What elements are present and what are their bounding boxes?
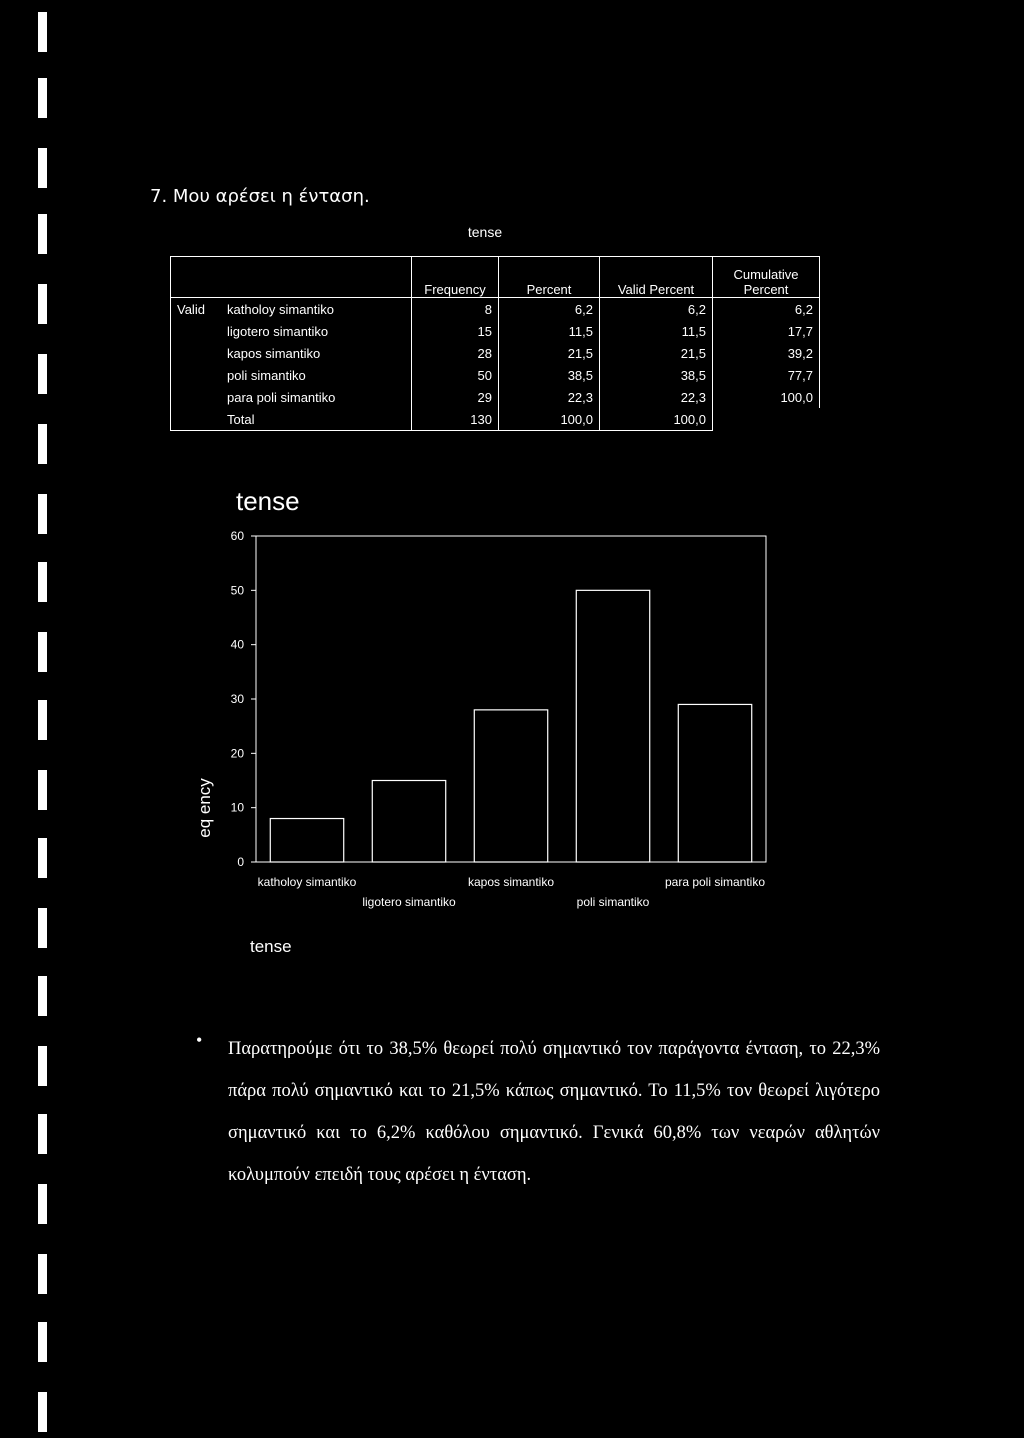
bar: [372, 781, 445, 863]
col-percent: Percent: [499, 257, 600, 298]
col-valid-percent: Valid Percent: [600, 257, 713, 298]
table-total-row: Total 130 100,0 100,0: [171, 408, 820, 431]
y-tick-label: 10: [230, 800, 244, 815]
x-tick-label: ligotero simantiko: [362, 895, 456, 909]
col-cumulative: Cumulative Percent: [713, 257, 820, 298]
table-row: Valid katholoy simantiko 8 6,2 6,2 6,2: [171, 298, 820, 321]
margin-mark: [38, 1184, 47, 1224]
table-title: tense: [467, 224, 503, 240]
table-row: poli simantiko 50 38,5 38,5 77,7: [171, 364, 820, 386]
table-row: ligotero simantiko 15 11,5 11,5 17,7: [171, 320, 820, 342]
margin-mark: [38, 1392, 47, 1432]
bar: [474, 710, 547, 862]
y-tick-label: 60: [230, 529, 244, 543]
x-tick-label: para poli simantiko: [664, 875, 766, 889]
x-axis-label: tense: [250, 937, 292, 956]
y-tick-label: 40: [230, 637, 244, 652]
bar: [270, 819, 343, 862]
y-tick-label: 30: [230, 692, 244, 706]
margin-mark: [38, 1114, 47, 1154]
x-tick-label: katholoy simantiko: [257, 875, 357, 889]
bar: [678, 704, 751, 862]
x-tick-label: kapos simantiko: [467, 875, 555, 889]
chart-title: tense: [236, 486, 300, 516]
y-tick-label: 50: [230, 583, 244, 598]
margin-mark: [38, 1046, 47, 1086]
col-frequency: Frequency: [412, 257, 499, 298]
bullet-marker: •: [196, 1030, 203, 1050]
margin-mark: [38, 1254, 47, 1294]
table-row: para poli simantiko 29 22,3 22,3 100,0: [171, 386, 820, 408]
section-heading: 7. Μου αρέσει η ένταση.: [150, 186, 370, 207]
table-row: kapos simantiko 28 21,5 21,5 39,2: [171, 342, 820, 364]
y-tick-label: 0: [237, 855, 244, 869]
group-label: Valid: [171, 298, 222, 321]
bar: [576, 590, 649, 862]
margin-mark: [38, 1322, 47, 1362]
y-axis-label: eq ency: [195, 778, 214, 838]
y-tick-label: 20: [230, 746, 244, 761]
x-tick-label: poli simantiko: [576, 895, 650, 909]
observation-paragraph: Παρατηρούμε ότι το 38,5% θεωρεί πολύ σημαντικό τον παράγοντα ένταση, το 22,3% πάρα πολύ σημαντικό και το 21,5% κάπως σημαντικό. Το 11,5% τον θεωρεί λιγότερο σημαντικό και το 6,2% καθόλου σημαντικό. Γενικά 60,8% των νεαρών αθλητών κολυμπούν επειδή τους αρέσει η ένταση.: [228, 1039, 880, 1185]
